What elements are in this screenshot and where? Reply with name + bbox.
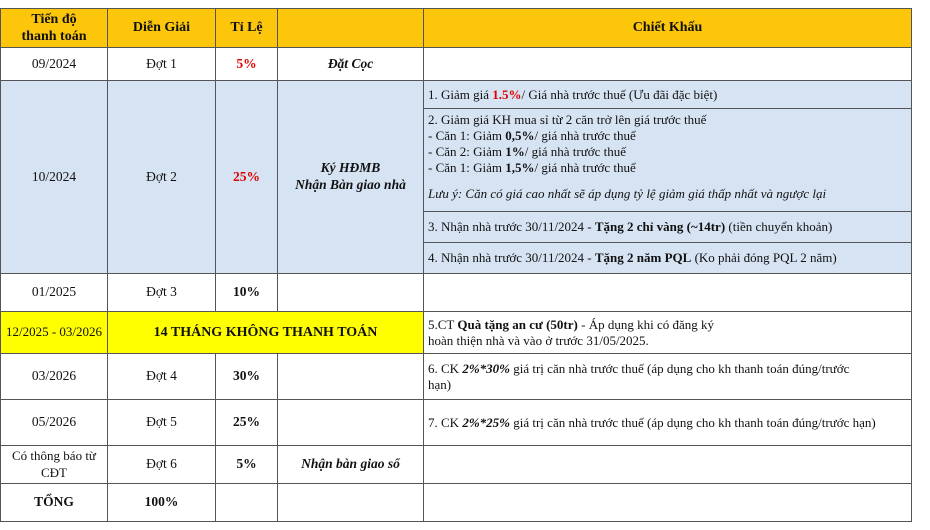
d6-line2: hạn)	[428, 376, 452, 392]
d4-pre: 4. Nhận nhà trước 30/11/2024 -	[428, 250, 595, 265]
row5-desc: Đợt 4	[108, 354, 216, 400]
d5-post: - Áp dụng khi có đăng ký	[577, 316, 714, 332]
d3-bold: Tặng 2 chỉ vàng (~14tr)	[594, 219, 726, 234]
d7-pre: 7. CK	[428, 414, 463, 430]
row7-period-text: Có thông báo từ CĐT	[12, 448, 96, 480]
total-empty-discount	[424, 484, 912, 522]
d2-l3-post: / giá nhà trước thuế	[534, 160, 636, 175]
discount-1	[424, 81, 912, 109]
d4-bold: Tặng 2 năm PQL	[594, 250, 692, 265]
row2-rate: 25%	[216, 81, 278, 274]
d5-line2: hoàn thiện nhà và vào ở trước 31/05/2025.	[428, 332, 649, 348]
header-rate: Tỉ Lệ	[216, 8, 278, 48]
d2-l1-post: / giá nhà trước thuế	[534, 128, 636, 143]
d5-bold: Quà tặng an cư (50tr)	[457, 316, 578, 332]
d3-post: (tiền chuyển khoản)	[725, 219, 833, 234]
d2-l1-pre: - Căn 1: Giảm	[428, 128, 506, 143]
d6-pre: 6. CK	[428, 360, 463, 376]
row6-rate: 25%	[216, 400, 278, 446]
row1-period: 09/2024	[0, 48, 108, 81]
row5-period: 03/2026	[0, 354, 108, 400]
row7-discount	[424, 446, 912, 484]
header-discount: Chiết Khấu	[424, 8, 912, 48]
row3-period: 01/2025	[0, 274, 108, 312]
row7-rate: 5%	[216, 446, 278, 484]
row2-note-line2: Nhận Bàn giao nhà	[295, 177, 406, 192]
d2-note: Lưu ý: Căn có giá cao nhất sẽ áp dụng tỷ lệ giảm giá thấp nhất và ngược lại	[428, 186, 827, 201]
row2-note	[278, 81, 424, 274]
d1-pre: 1. Giảm giá	[428, 86, 493, 102]
d2-l1-value: 0,5%	[505, 128, 535, 143]
row7-note: Nhận bàn giao sổ	[278, 446, 424, 484]
row6-period: 05/2026	[0, 400, 108, 446]
row1-desc: Đợt 1	[108, 48, 216, 81]
d3-pre: 3. Nhận nhà trước 30/11/2024 -	[428, 219, 595, 234]
discount-3	[424, 212, 912, 243]
discount-7	[424, 400, 912, 446]
total-value: 100%	[108, 484, 216, 522]
d2-l3-pre: - Căn 1: Giảm	[428, 160, 506, 175]
row4-merged: 14 THÁNG KHÔNG THANH TOÁN	[108, 312, 424, 354]
total-empty-note	[278, 484, 424, 522]
row5-rate: 30%	[216, 354, 278, 400]
row5-note	[278, 354, 424, 400]
row3-discount	[424, 274, 912, 312]
total-label: TỔNG	[0, 484, 108, 522]
row7-period	[0, 446, 108, 484]
discount-4	[424, 243, 912, 274]
header-description: Diễn Giải	[108, 8, 216, 48]
row7-desc: Đợt 6	[108, 446, 216, 484]
header-note	[278, 8, 424, 48]
row3-desc: Đợt 3	[108, 274, 216, 312]
d2-l2-pre: - Căn 2: Giảm	[428, 144, 506, 159]
d7-bold: 2%*25%	[462, 414, 510, 430]
d2-l2-value: 1%	[505, 144, 525, 159]
d7-post: giá trị căn nhà trước thuế (áp dụng cho kh thanh toán đúng/trước hạn)	[509, 414, 876, 430]
row1-rate: 5%	[216, 48, 278, 81]
total-empty-rate	[216, 484, 278, 522]
row2-desc: Đợt 2	[108, 81, 216, 274]
d1-post: / Giá nhà trước thuế (Ưu đãi đặc biệt)	[521, 86, 718, 102]
d2-l2-post: / giá nhà trước thuế	[524, 144, 627, 159]
d6-post: giá trị căn nhà trước thuế (áp dụng cho kh thanh toán đúng/trước	[509, 360, 850, 376]
row6-note	[278, 400, 424, 446]
header-col1-text: Tiến độ thanh toán	[21, 11, 87, 44]
discount-6	[424, 354, 912, 400]
header-payment-schedule	[0, 8, 108, 48]
d2-l3-value: 1,5%	[505, 160, 535, 175]
d1-value: 1.5%	[492, 86, 522, 102]
d4-post: (Ko phải đóng PQL 2 năm)	[691, 250, 837, 265]
row3-note	[278, 274, 424, 312]
row1-note: Đặt Cọc	[278, 48, 424, 81]
discount-2	[424, 109, 912, 212]
d5-pre: 5.CT	[428, 316, 458, 332]
discount-5	[424, 312, 912, 354]
row6-desc: Đợt 5	[108, 400, 216, 446]
row3-rate: 10%	[216, 274, 278, 312]
row4-period: 12/2025 - 03/2026	[0, 312, 108, 354]
d6-bold: 2%*30%	[462, 360, 510, 376]
row2-period: 10/2024	[0, 81, 108, 274]
row1-discount	[424, 48, 912, 81]
row2-note-line1: Ký HĐMB	[320, 160, 381, 176]
d2-title: 2. Giảm giá KH mua sỉ từ 2 căn trở lên giá trước thuế	[428, 112, 707, 127]
